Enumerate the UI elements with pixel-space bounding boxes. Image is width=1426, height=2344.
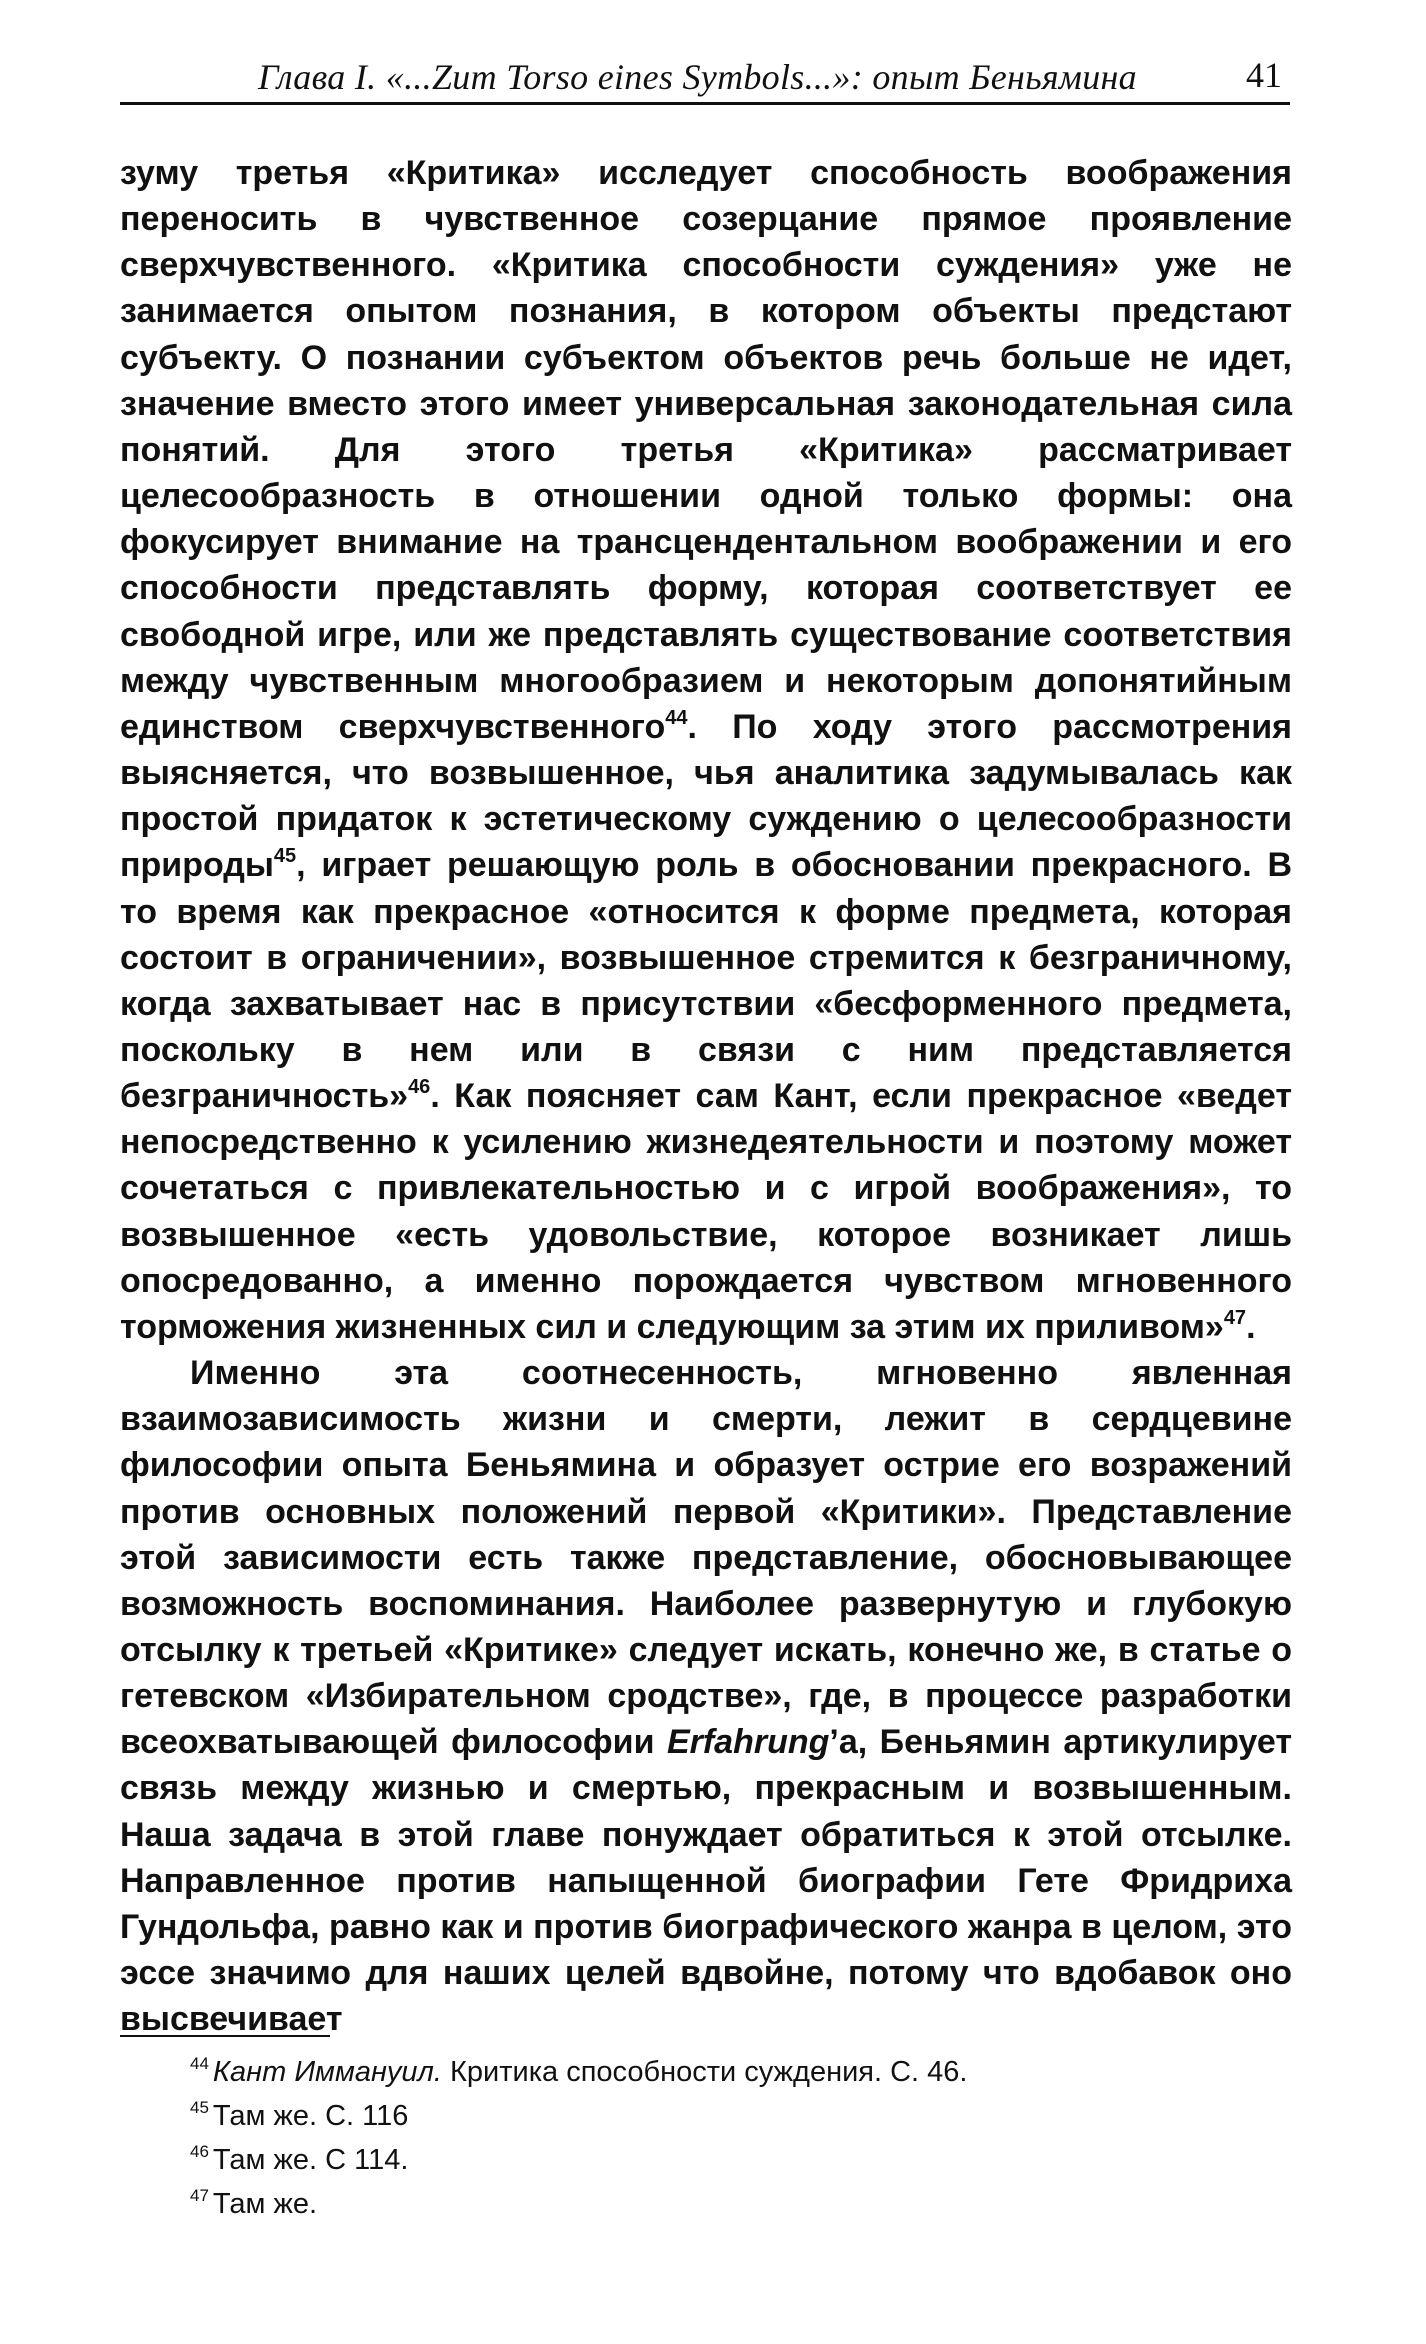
text-run: , играет решающую роль в обосновании прекрасного. В то время как прекрасное «относится к форме предмета, которая состоит в ограничении», возвышенное стремится к безграничному, когда захватывает нас в присутствии «бесформенного предмета, поскольку в нем или в связи с ним представляется безграничность» xyxy=(120,846,1292,1116)
footnote-number: 46 xyxy=(190,2142,209,2161)
footnote-text: Там же. xyxy=(212,2188,318,2220)
running-header xyxy=(120,50,1290,105)
page-number: 41 xyxy=(1246,55,1282,95)
footnote-ref: 46 xyxy=(408,1076,431,1099)
footnote-46 xyxy=(190,2138,1290,2182)
main-text xyxy=(120,150,1292,2042)
footnote-number: 45 xyxy=(190,2098,209,2117)
running-title: Глава I. «...Zum Torso eines Symbols...»: опыт Беньямина xyxy=(258,57,1137,97)
emphasized-term: Erfahrung xyxy=(666,1723,830,1762)
text-run: . Как поясняет сам Кант, если прекрасное «ведет непосредственно к усилению жизнедеятельности и поэтому может сочетаться с привлекательностью и с игрой воображения», то возвышенное «есть удовольствие, которое возникает лишь опосредованно, а именно порождается чувством мгновенного торможения жизненных сил и следующим за этим их приливом» xyxy=(120,1077,1292,1346)
footnote-text: Критика способности суждения. С. 46. xyxy=(441,2056,968,2088)
footnote-number: 47 xyxy=(190,2186,209,2205)
text-run: . По ходу этого рассмотрения выясняется, что возвышенное, чья аналитика задумывалась как простой придаток к эстетическому суждению о целесообразности природы xyxy=(120,707,1293,885)
footnote-ref: 44 xyxy=(665,706,688,729)
footnotes xyxy=(190,2050,1290,2226)
footnote-ref: 47 xyxy=(1223,1306,1247,1329)
paragraph-1 xyxy=(120,150,1292,1350)
text-run: Именно эта соотнесенность, мгновенно явленная взаимозависимость жизни и смерти, лежит в сердцевине философии опыта Беньямина и образует острие его возражений против основных положений первой «Критики». Представление этой зависимости есть также представление, обосновывающее возможность воспоминания. Наиболее развернутую и глубокую отсылку к третьей «Критике» следует искать, конечно же, в статье о гетевском «Избирательном сродстве», где, в процессе разработки всеохватывающей философии xyxy=(120,1354,1292,1762)
text-run: ’а, Беньямин артикулирует связь между жизнью и смертью, прекрасным и возвышенным. Наша задача в этой главе понуждает обратиться к этой отсылке. Направленное против напыщенной биографии Гете Фридриха Гундольфа, равно как и против биографического жанра в целом, это эссе значимо для наших целей вдвойне, потому что вдобавок оно высвечивает xyxy=(120,1723,1292,2039)
footnote-text: Там же. С. 116 xyxy=(212,2100,409,2132)
footnote-47 xyxy=(190,2182,1290,2226)
footnote-ref: 45 xyxy=(273,845,297,868)
footnote-45 xyxy=(190,2094,1290,2138)
footnote-divider xyxy=(120,2035,330,2037)
text-run: . xyxy=(1246,1307,1256,1346)
footnote-author: Кант Иммануил. xyxy=(212,2056,442,2088)
footnote-number: 44 xyxy=(190,2054,209,2073)
paragraph-2 xyxy=(120,1350,1292,2042)
text-run: зуму третья «Критика» исследует способность воображения переносить в чувственное созерцание прямое проявление сверхчувственного. «Критика способности суждения» уже не занимается опытом познания, в котором объекты предстают субъекту. О познании субъектом объектов речь больше не идет, значение вместо этого имеет универсальная законодательная сила понятий. Для этого третья «Критика» рассматривает целесообразность в отношении одной только формы: она фокусирует внимание на трансцендентальном воображении и его способности представлять форму, которая соответствует ее свободной игре, или же представлять существование соответствия между чувственным многообразием и некоторым допонятийным единством сверхчувственного xyxy=(120,154,1292,746)
footnote-text: Там же. С 114. xyxy=(212,2144,409,2176)
footnote-44 xyxy=(190,2050,1290,2094)
